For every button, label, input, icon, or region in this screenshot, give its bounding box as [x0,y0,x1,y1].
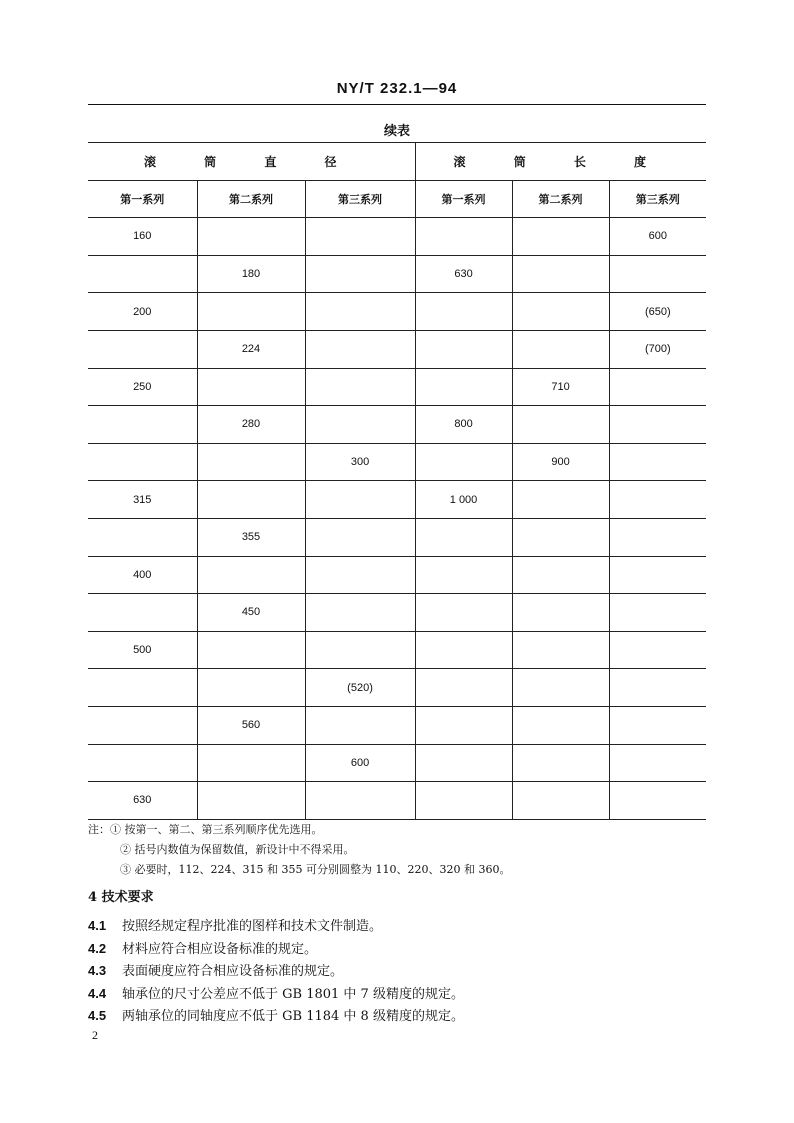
table-cell [197,744,305,782]
table-cell [415,518,512,556]
table-cell [415,443,512,481]
requirement-number: 4.3 [88,963,107,978]
table-row [88,669,706,707]
table-cell [197,481,305,519]
table-cell [609,706,706,744]
requirement-text: 材料应符合相应设备标准的规定。 [122,941,318,957]
table-cell [512,330,609,368]
table-cell: 630 [88,782,197,820]
table-cell [512,706,609,744]
table-cell: 250 [88,368,197,406]
table-cell [197,556,305,594]
table-cell [305,255,415,293]
table-cell: 160 [88,218,197,256]
table-cell [305,293,415,331]
requirement-text: 按照经规定程序批准的图样和技术文件制造。 [122,919,383,934]
drum-size-table [88,142,706,820]
table-cell [88,330,197,368]
table-cell [88,443,197,481]
length-group-header: 滚 筒 长 度 [415,143,706,181]
table-cell: 450 [197,594,305,632]
table-cell [197,669,305,707]
requirement-number: 4.5 [88,1008,107,1023]
table-cell [609,669,706,707]
table-cell [305,556,415,594]
table-cell [512,293,609,331]
table-cell [609,443,706,481]
header-length-series-3: 第三系列 [609,180,706,218]
table-cell [512,556,609,594]
table-cell [197,368,305,406]
table-cell: 500 [88,631,197,669]
table-row [88,368,706,406]
diameter-group-header: 滚 筒 直 径 [88,143,415,181]
table-cell: 600 [305,744,415,782]
table-cell [512,255,609,293]
table-cell: 200 [88,293,197,331]
table-cell: 224 [197,330,305,368]
table-cell [512,481,609,519]
requirement-item [88,1005,464,1028]
table-cell [305,518,415,556]
requirements-list [88,915,464,1028]
table-cell [512,669,609,707]
table-row [88,744,706,782]
table-cell [305,406,415,444]
header-diameter-series-2: 第二系列 [197,180,305,218]
requirement-item [88,983,464,1006]
note-2: ② 括号内数值为保留数值，新设计中不得采用。 [120,843,355,856]
table-cell [197,782,305,820]
table-cell [415,368,512,406]
table-caption: 续表 [383,124,410,139]
table-cell [415,782,512,820]
note-3: ③ 必要时，112、224、315 和 355 可分别圆整为 110、220、320 和 360。 [120,863,511,876]
table-cell [609,406,706,444]
requirement-text: 表面硬度应符合相应设备标准的规定。 [122,964,344,979]
table-cell: 900 [512,443,609,481]
table-cell [415,293,512,331]
table-cell: 355 [197,518,305,556]
requirement-number: 4.4 [88,985,107,1001]
table-cell [88,744,197,782]
table-cell [415,669,512,707]
table-cell [305,330,415,368]
table-cell [88,706,197,744]
table-row [88,218,706,256]
header-diameter-series-1: 第一系列 [88,180,197,218]
table-cell [197,218,305,256]
table-cell [609,744,706,782]
header-diameter-series-3: 第三系列 [305,180,415,218]
table-cell [512,594,609,632]
table-cell [415,744,512,782]
table-cell [415,631,512,669]
table-cell [88,255,197,293]
table-cell [305,481,415,519]
requirement-item [88,938,464,961]
table-cell: 560 [197,706,305,744]
table-cell [415,330,512,368]
table-cell [305,631,415,669]
table-cell [305,218,415,256]
document-code: NY/T 232.1—94 [336,80,458,97]
table-cell: 400 [88,556,197,594]
note-1: 注：① 按第一、第二、第三系列顺序优先选用。 [88,823,323,836]
table-group-header-row [88,143,706,181]
section-title-technical-requirements: 4 技术要求 [88,890,154,905]
table-cell: 315 [88,481,197,519]
table-cell: 1 000 [415,481,512,519]
table-cell [609,518,706,556]
table-row [88,255,706,293]
table-cell [197,631,305,669]
table-cell [609,556,706,594]
table-row [88,293,706,331]
table-cell [88,406,197,444]
table-cell [609,255,706,293]
table-cell [512,518,609,556]
table-cell: 600 [609,218,706,256]
table-row [88,706,706,744]
table-cell [609,481,706,519]
table-cell [415,594,512,632]
table-cell [88,669,197,707]
table-cell [88,594,197,632]
table-cell [512,631,609,669]
table-row [88,481,706,519]
table-cell: 300 [305,443,415,481]
header-length-series-1: 第一系列 [415,180,512,218]
table-cell [415,556,512,594]
header-rule [88,104,706,105]
table-row [88,594,706,632]
table-cell: (520) [305,669,415,707]
table-notes [88,820,510,880]
table-cell [305,706,415,744]
page-number: 2 [92,1028,98,1042]
table-row [88,518,706,556]
table-cell [609,782,706,820]
requirement-number: 4.1 [88,918,107,933]
table-cell: 180 [197,255,305,293]
table-cell: (700) [609,330,706,368]
header-length-series-2: 第二系列 [512,180,609,218]
table-cell [305,368,415,406]
table-row [88,556,706,594]
table-cell [512,218,609,256]
table-cell [609,631,706,669]
table-cell [512,782,609,820]
table-cell [512,744,609,782]
table-cell: 280 [197,406,305,444]
table-cell [305,782,415,820]
table-cell [88,518,197,556]
table-cell: 710 [512,368,609,406]
table-row [88,443,706,481]
requirement-item [88,915,464,938]
table-cell: (650) [609,293,706,331]
table-cell [197,443,305,481]
table-row [88,782,706,820]
table-body [88,218,706,820]
table-cell [512,406,609,444]
table-sub-header-row [88,180,706,218]
table-row [88,406,706,444]
table-cell [415,706,512,744]
requirement-text: 轴承位的尺寸公差应不低于 GB 1801 中 7 级精度的规定。 [122,986,464,1002]
table-cell [415,218,512,256]
table-cell [305,594,415,632]
table-cell: 630 [415,255,512,293]
requirement-text: 两轴承位的同轴度应不低于 GB 1184 中 8 级精度的规定。 [122,1009,464,1024]
table-cell [197,293,305,331]
table-row [88,330,706,368]
table-cell: 800 [415,406,512,444]
table-cell [609,594,706,632]
requirement-number: 4.2 [88,940,107,956]
table-cell [609,368,706,406]
table-row [88,631,706,669]
requirement-item [88,960,464,983]
